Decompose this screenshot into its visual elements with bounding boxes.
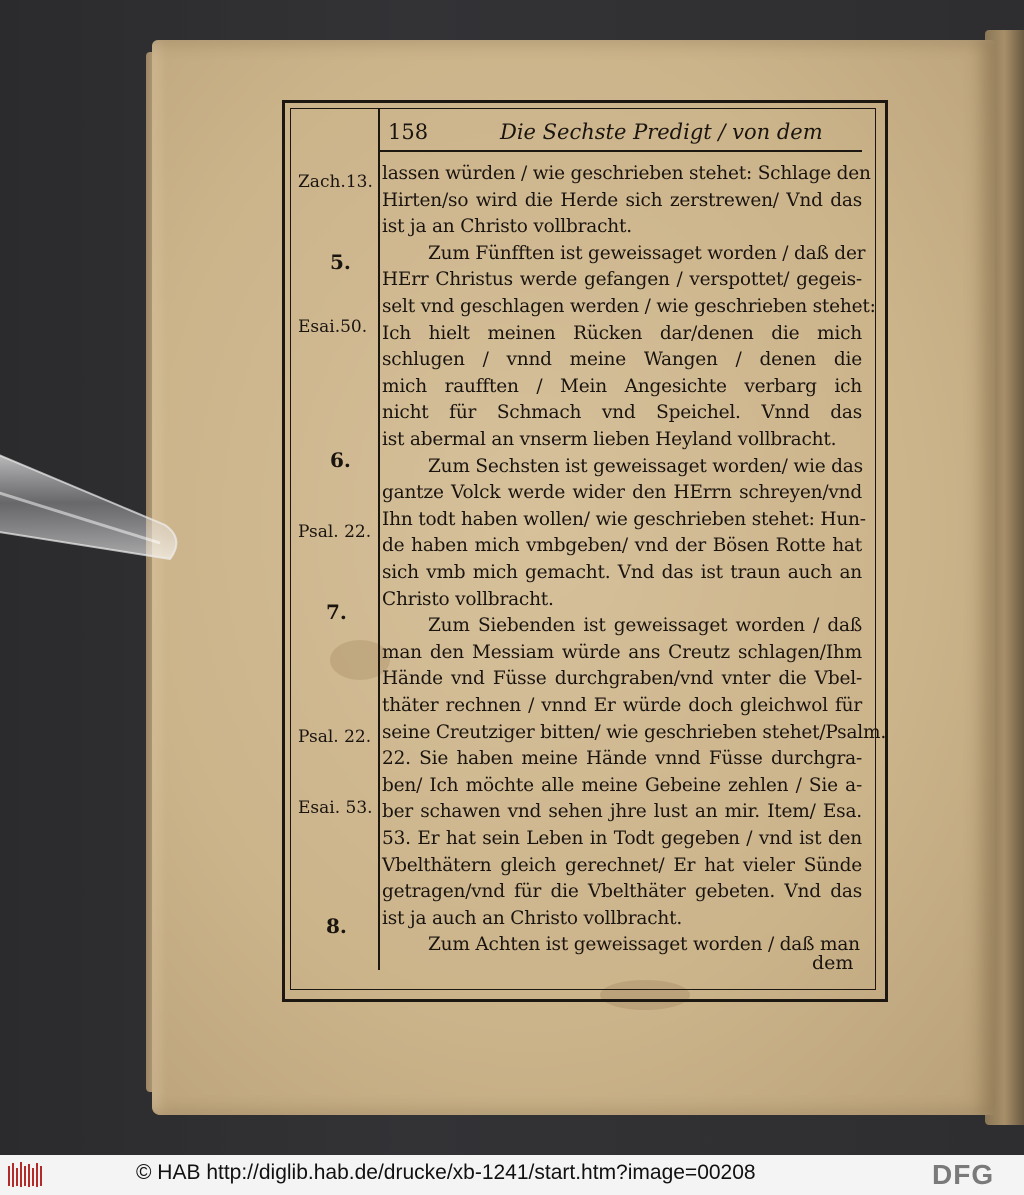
marginal-note: Psal. 22. [298, 727, 372, 747]
text-line: sich vmb mich gemacht. Vnd das ist traun auch an [382, 562, 862, 583]
text-line: ist ja an Christo vollbracht. [382, 216, 632, 238]
hab-logo-icon [6, 1160, 46, 1190]
text-line: Ich hielt meinen Rücken dar/denen die mich [382, 322, 862, 344]
footer-bar [0, 1155, 1024, 1195]
text-line: seine Creutziger bitten/ wie geschrieben stehet/Psalm. [382, 721, 887, 743]
text-line: ist abermal an vnserm lieben Heyland vollbracht. [382, 429, 837, 450]
text-line: gantze Volck werde wider den HErrn schreyen/vnd [382, 482, 862, 504]
header-rule [378, 150, 862, 152]
text-line: Zum Siebenden ist geweissaget worden / daß [428, 615, 862, 637]
text-line: 22. Sie haben meine Hände vnnd Füsse durchgra- [382, 748, 862, 770]
marginal-note: Psal. 22. [298, 522, 372, 542]
marginal-number: 8. [326, 914, 347, 938]
marginal-number: 7. [326, 600, 347, 624]
text-line: 53. Er hat sein Leben in Todt gegeben / vnd ist den [382, 828, 862, 849]
catchword: dem [812, 952, 854, 974]
text-line: de haben mich vmbgeben/ vnd der Bösen Rotte hat [382, 535, 862, 557]
glass-pointer-overlay [0, 447, 190, 567]
marginal-note: Esai.50. [298, 317, 368, 337]
text-line: Zum Fünfften ist geweissaget worden / daß der [428, 242, 866, 264]
text-line: Hände vnd Füsse durchgraben/vnd vnter die Vbel- [382, 668, 862, 690]
text-line: Christo vollbracht. [382, 588, 554, 610]
text-line: ben/ Ich möchte alle meine Gebeine zehlen / Sie a- [382, 774, 862, 796]
text-line: schlugen / vnnd meine Wangen / denen die [382, 349, 862, 371]
text-line: Zum Sechsten ist geweissaget worden/ wie das [428, 455, 863, 477]
margin-rule [378, 108, 380, 970]
text-line: man den Messiam würde ans Creutz schlagen/Ihm [382, 641, 862, 663]
text-line: getragen/vnd für die Vbelthäter gebeten. Vnd das [382, 881, 862, 903]
text-line: Vbelthätern gleich gerechnet/ Er hat vieler Sünde [382, 854, 862, 876]
source-url-link[interactable]: © HAB http://diglib.hab.de/drucke/xb-1241/start.htm?image=00208 [136, 1161, 756, 1184]
page-header [382, 118, 862, 148]
running-head: Die Sechste Predigt / von dem [500, 120, 823, 144]
text-line: selt vnd geschlagen werden / wie geschrieben stehet: [382, 296, 876, 317]
text-line: thäter rechnen / vnnd Er würde doch gleichwol für [382, 695, 862, 716]
text-line: Hirten/so wird die Herde sich zerstrewen/ Vnd das [382, 189, 862, 211]
text-line: ist ja auch an Christo vollbracht. [382, 907, 683, 929]
dfg-logo: DFG [932, 1159, 995, 1190]
text-line: Zum Achten ist geweissaget worden / daß man [428, 934, 860, 956]
text-line: lassen würden / wie geschrieben stehet: Schlage den [382, 163, 871, 184]
marginal-note: Zach.13. [298, 172, 373, 192]
text-line: mich raufften / Mein Angesichte verbarg ich [382, 375, 862, 397]
text-line: nicht für Schmach vnd Speichel. Vnnd das [382, 402, 862, 424]
marginal-note: Esai. 53. [298, 798, 373, 818]
marginal-number: 6. [330, 448, 351, 472]
text-line: HErr Christus werde gefangen / verspottet/ gegeis- [382, 269, 862, 291]
text-line: Ihn todt haben wollen/ wie geschrieben stehet: Hun- [382, 508, 866, 530]
page-number: 158 [388, 120, 429, 144]
text-line: ber schawen vnd sehen jhre lust an mir. Item/ Esa. [382, 801, 862, 823]
marginal-number: 5. [330, 250, 351, 274]
